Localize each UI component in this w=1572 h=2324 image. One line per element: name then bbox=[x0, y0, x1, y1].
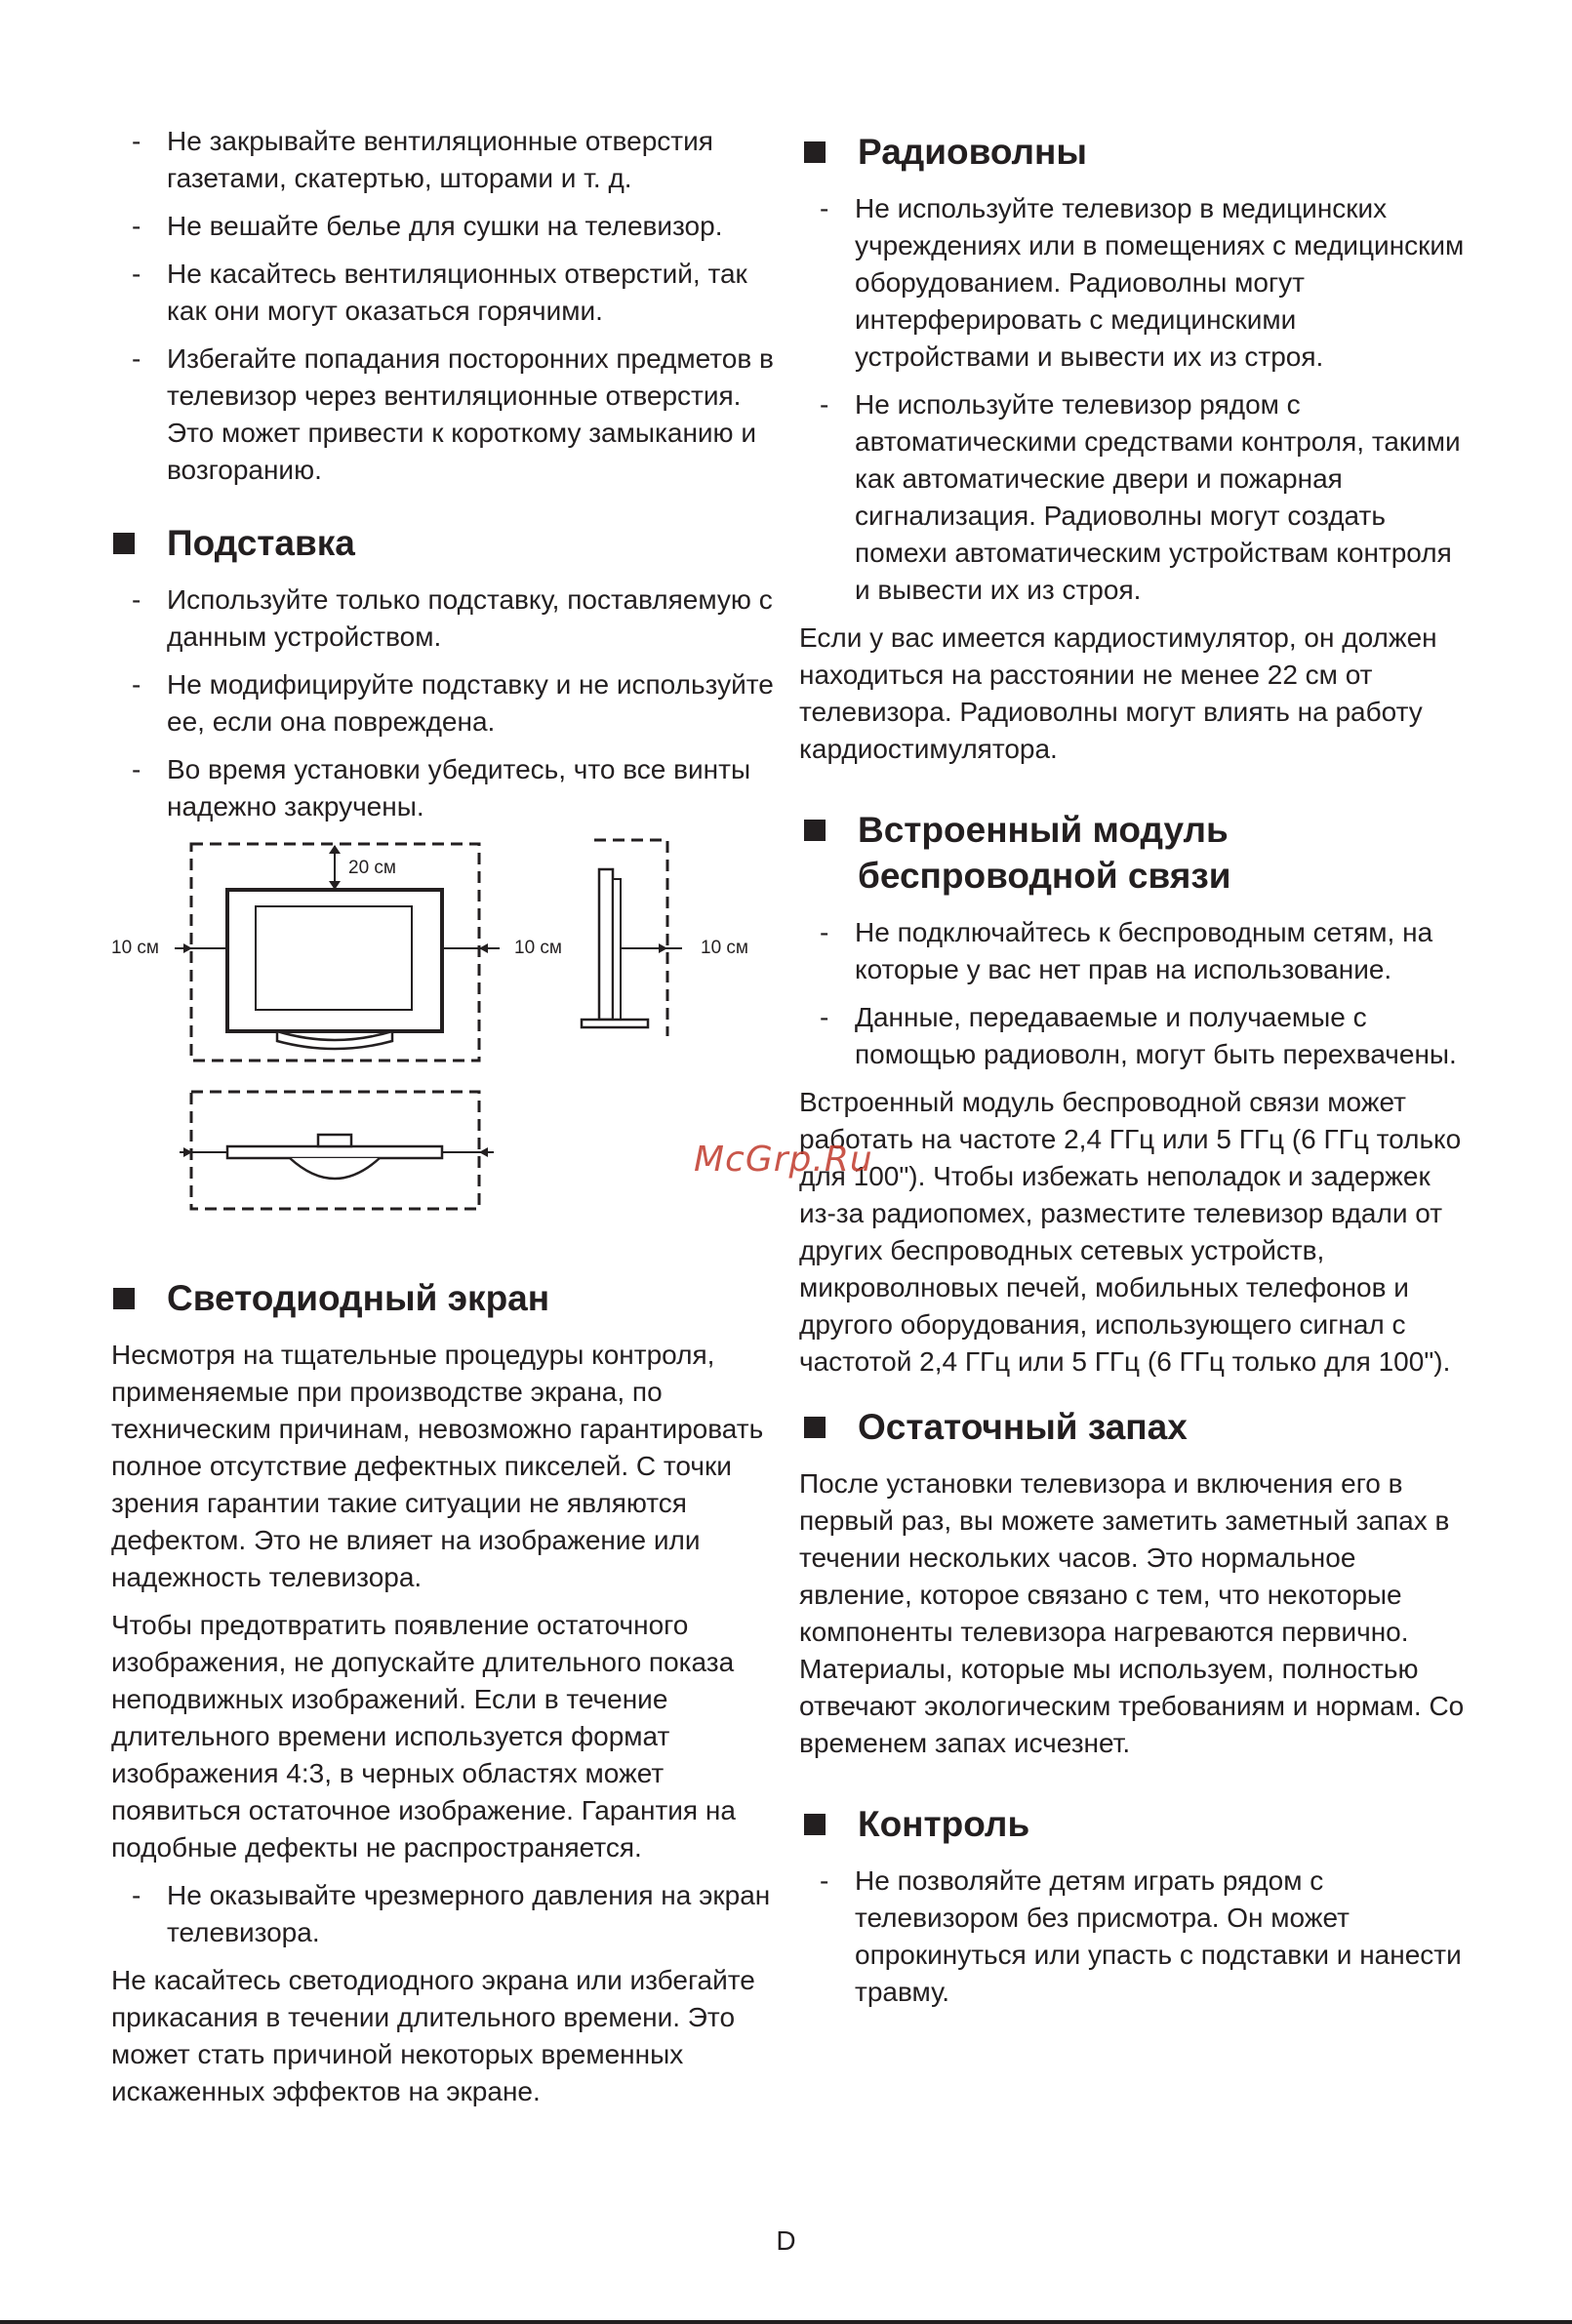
square-bullet-icon bbox=[804, 1417, 826, 1438]
led-paragraph-3: Не касайтесь светодиодного экрана или избегайте прикасания в течении длительного времени. Это может стать причиной некоторых временных искаженных эффектов на экране. bbox=[111, 1965, 755, 2106]
watermark: McGrp.Ru bbox=[694, 1140, 873, 1180]
clearance-diagram-svg bbox=[111, 836, 775, 1236]
wireless-heading: Встроенный модуль беспроводной связи bbox=[802, 807, 1472, 899]
list-item: - Не оказывайте чрезмерного давления на экран телевизора. bbox=[111, 1877, 775, 1951]
radio-heading: Радиоволны bbox=[802, 129, 1472, 175]
wireless-paragraph: Встроенный модуль беспроводной связи может работать на частоте 2,4 ГГц или 5 ГГц (6 ГГц только для 100"). Чтобы избежать неполадок и задержек из-за радиопомех, разместите телевизор вдали от других беспроводных сетевых устройств, микроволновых печей, мобильных телефонов и другого оборудования, использующего сигнал с частотой 2,4 ГГц или 5 ГГц (6 ГГц только для 100"). bbox=[799, 1087, 1462, 1377]
list-item: - Данные, передаваемые и получаемые с помощью радиоволн, могут быть перехвачены. bbox=[799, 999, 1472, 1073]
list-item: - Не закрывайте вентиляционные отверстия газетами, скатертью, шторами и т. д. bbox=[111, 123, 775, 197]
control-heading: Контроль bbox=[802, 1801, 1472, 1847]
tv-stand-icon bbox=[277, 1031, 392, 1049]
wireless-list bbox=[799, 914, 1472, 1073]
list-item: - Избегайте попадания посторонних предметов в телевизор через вентиляционные отверстия. Это может привести к короткому замыканию и возгоранию. bbox=[111, 341, 775, 489]
list-item: - Не используйте телевизор в медицинских учреждениях или в помещениях с медицинским оборудованием. Радиоволны могут интерферировать с медицинскими устройствами и вывести их из строя. bbox=[799, 190, 1472, 376]
bottom-rule bbox=[0, 2320, 1572, 2324]
smell-paragraph: После установки телевизора и включения его в первый раз, вы можете заметить заметный запах в течении нескольких часов. Это нормальное явление, которое связано с тем, что некоторые компоненты телевизора нагреваются первично. Материалы, которые мы используем, полностью отвечают экологическим требованиям и нормам. Со временем запах исчезнет. bbox=[799, 1468, 1465, 1758]
list-item: - Используйте только подставку, поставляемую с данным устройством. bbox=[111, 581, 775, 656]
smell-heading: Остаточный запах bbox=[802, 1404, 1472, 1450]
list-item: - Не касайтесь вентиляционных отверстий, так как они могут оказаться горячими. bbox=[111, 256, 775, 330]
stand-heading: Подставка bbox=[111, 520, 775, 566]
square-bullet-icon bbox=[113, 1288, 135, 1309]
led-paragraph-2: Чтобы предотвратить появление остаточного изображения, не допускайте длительного показа неподвижных изображений. Если в течение длительного времени используется формат изображения 4:3, в черных областях может появиться остаточное изображение. Гарантия на подобные дефекты не распространяется. bbox=[111, 1610, 736, 1863]
led-heading: Светодиодный экран bbox=[111, 1275, 775, 1321]
list-item: - Не подключайтесь к беспроводным сетям, на которые у вас нет прав на использование. bbox=[799, 914, 1472, 988]
side-clearance-label: 10 см bbox=[701, 938, 748, 958]
radio-list bbox=[799, 190, 1472, 609]
top-clearance-label: 20 см bbox=[348, 858, 396, 878]
list-item: - Не позволяйте детям играть рядом с телевизором без присмотра. Он может опрокинуться или упасть с подставки и нанести травму. bbox=[799, 1863, 1472, 2011]
list-item: - Во время установки убедитесь, что все винты надежно закручены. bbox=[111, 751, 775, 825]
square-bullet-icon bbox=[113, 533, 135, 554]
list-item: - Не используйте телевизор рядом с автоматическими средствами контроля, такими как автоматические двери и пожарная сигнализация. Радиоволны могут создать помехи автоматическим устройствам контроля и вывести их из строя. bbox=[799, 386, 1472, 609]
square-bullet-icon bbox=[804, 141, 826, 163]
left-column bbox=[111, 123, 775, 2121]
tv-top-stand-icon bbox=[290, 1158, 380, 1179]
right-clearance-label: 10 см bbox=[514, 938, 562, 958]
led-paragraph-1: Несмотря на тщательные процедуры контроля, применяемые при производстве экрана, по техническим причинам, невозможно гарантировать полное отсутствие дефектных пикселей. С точки зрения гарантии такие ситуации не являются дефектом. Это не влияет на изображение или надежность телевизора. bbox=[111, 1340, 764, 1592]
tv-top-icon bbox=[227, 1146, 442, 1158]
tv-screen-icon bbox=[256, 906, 412, 1010]
square-bullet-icon bbox=[804, 820, 826, 841]
ventilation-list bbox=[111, 123, 775, 489]
list-item: - Не модифицируйте подставку и не используйте ее, если она повреждена. bbox=[111, 666, 775, 741]
radio-paragraph: Если у вас имеется кардиостимулятор, он должен находиться на расстоянии не менее 22 см от телевизора. Радиоволны могут влиять на работу кардиостимулятора. bbox=[799, 622, 1437, 764]
tv-side-stand-icon bbox=[582, 1020, 648, 1027]
led-list bbox=[111, 1877, 775, 1951]
left-clearance-label: 10 см bbox=[111, 938, 159, 958]
list-item: - Не вешайте белье для сушки на телевизор. bbox=[111, 208, 775, 245]
clearance-diagram bbox=[111, 836, 775, 1236]
tv-side-icon bbox=[599, 869, 613, 1020]
square-bullet-icon bbox=[804, 1814, 826, 1835]
arrow-head-icon bbox=[329, 845, 341, 854]
page-number: D bbox=[776, 2225, 796, 2256]
stand-list bbox=[111, 581, 775, 825]
right-column bbox=[799, 123, 1472, 2022]
control-list bbox=[799, 1863, 1472, 2011]
